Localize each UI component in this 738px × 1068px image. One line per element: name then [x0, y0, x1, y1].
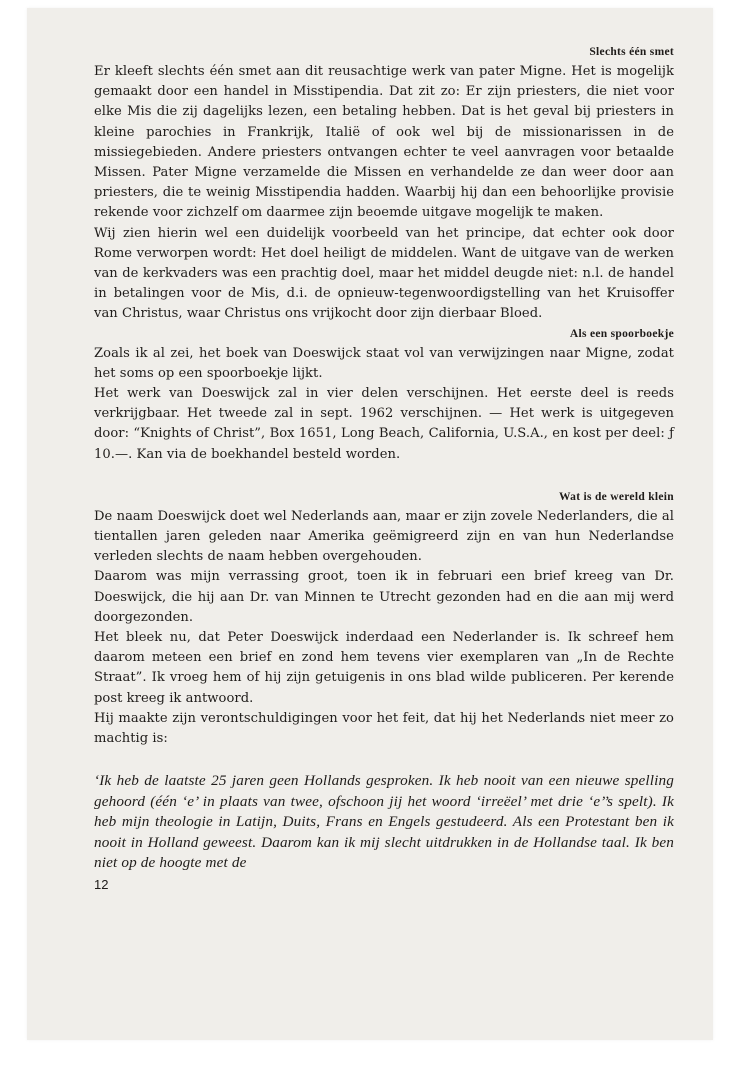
section-heading-als-een-spoorboekje: Als een spoorboekje: [569, 327, 674, 340]
page-number: 12: [94, 876, 109, 892]
paragraph: Wij zien hierin wel een duidelijk voorbeeld van het principe, dat echter ook door Rome verworpen wordt: Het doel heiligt de middelen. Want de uitgave van de werken van de kerkvaders was een prachtig doel, maar het middel deugde niet: n.l. de handel in betalingen voor de Mis, d.i. de opnieuw-tegenwoordigstelling van het Kruisoffer van Christus, waar Christus ons vrijkocht door zijn dierbaar Bloed.: [94, 225, 674, 322]
paragraph: Het bleek nu, dat Peter Doeswijck inderdaad een Nederlander is. Ik schreef hem daarom meteen een brief en zond hem tevens vier exemplaren van „In de Rechte Straat”. Ik vroeg hem of hij zijn getuigenis in ons blad wilde publiceren. Per kerende post kreeg ik antwoord.: [94, 630, 674, 706]
text-column: [94, 44, 674, 894]
quoted-letter: ‘Ik heb de laatste 25 jaren geen Hollands gesproken. Ik heb nooit van een nieuwe spelling gehoord (één ‘e’ in plaats van twee, ofschoon jij het woord ‘irreëel’ met drie ‘e’’s spelt). Ik heb mijn theologie in Latijn, Duits, Frans en Engels gestudeerd. Als een Protestant ben ik nooit in Holland geweest. Daarom kan ik mij slecht uitdrukken in de Hollandse taal. Ik ben niet op de hoogte met de: [94, 772, 674, 872]
section-heading-wat-is-de-wereld-klein: Wat is de wereld klein: [558, 490, 674, 503]
paragraph: Hij maakte zijn verontschuldigingen voor het feit, dat hij het Nederlands niet meer zo machtig is:: [94, 710, 674, 747]
paragraph: De naam Doeswijck doet wel Nederlands aan, maar er zijn zovele Nederlanders, die al tientallen jaren geleden naar Amerika geëmigreerd zijn en van hun Nederlandse verleden slechts de naam hebben overgehouden.: [94, 508, 674, 565]
section-heading-slechts-een-smet: Slechts één smet: [589, 46, 674, 58]
paragraph: Daarom was mijn verrassing groot, toen ik in februari een brief kreeg van Dr. Doeswijck, die hij aan Dr. van Minnen te Utrecht gezonden had en die aan mij werd doorgezonden.: [94, 569, 674, 625]
book-page: [27, 8, 713, 1040]
paragraph: Zoals ik al zei, het boek van Doeswijck staat vol van verwijzingen naar Migne, zodat het soms op een spoorboekje lijkt.: [94, 345, 674, 381]
paragraph: Het werk van Doeswijck zal in vier delen verschijnen. Het eerste deel is reeds verkrijgbaar. Het tweede zal in sept. 1962 verschijnen. — Het werk is uitgegeven door: “Knights of Christ”, Box 1651, Long Beach, California, U.S.A., en kost per deel: ƒ 10.—. Kan via de boekhandel besteld worden.: [94, 386, 674, 462]
paragraph: Er kleeft slechts één smet aan dit reusachtige werk van pater Migne. Het is mogelijk gemaakt door een handel in Misstipendia. Dat zit zo: Er zijn priesters, die niet voor elke Mis die zij dagelijks lezen, een betaling hebben. Dat is het geval bij priesters in kleine parochies in Frankrijk, Italië of ook wel bij de missionarissen in de missiegebieden. Andere priesters ontvangen echter te veel aanvragen voor betaalde Missen. Pater Migne verzamelde die Missen en verhandelde ze dan weer door aan priesters, die te weinig Misstipendia hadden. Waarbij hij dan een behoorlijke provisie rekende voor zichzelf om daarmee zijn beoemde uitgave mogelijk te maken.: [94, 64, 674, 221]
